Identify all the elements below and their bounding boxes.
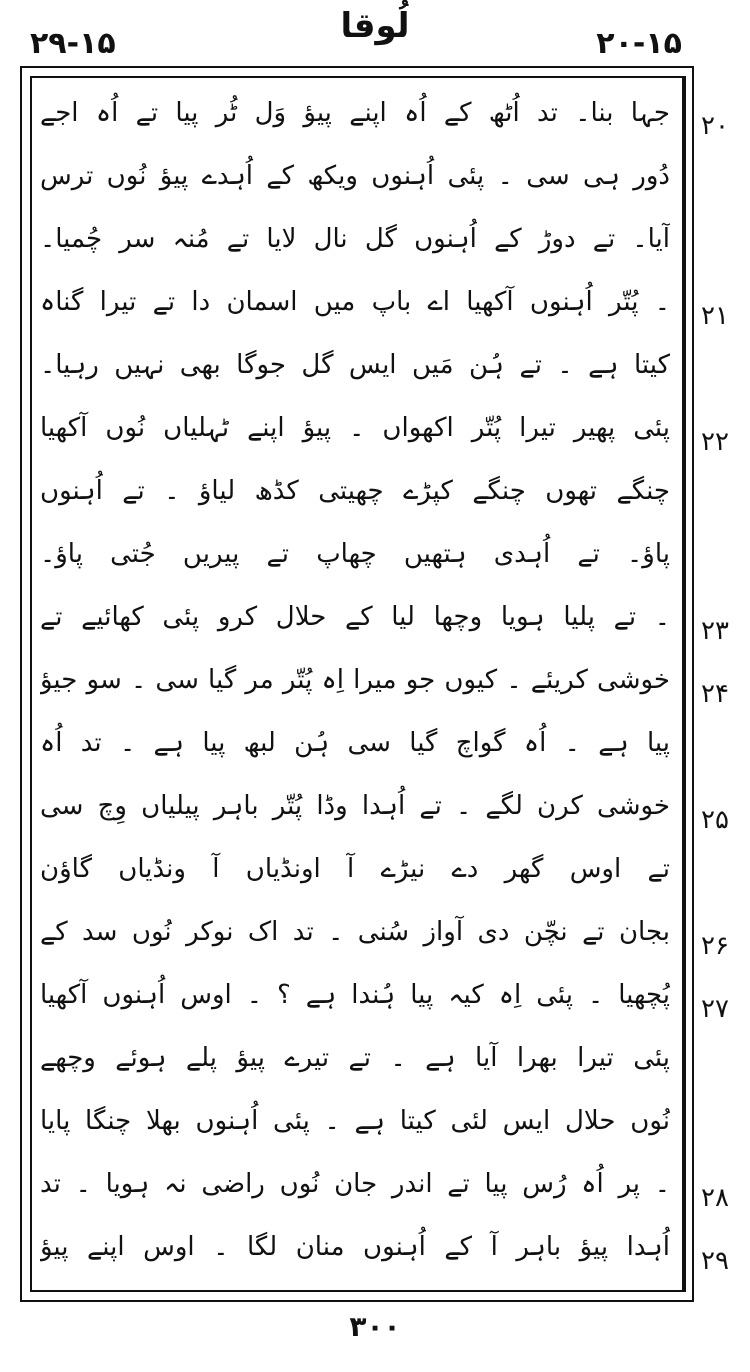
verse-number: ۲۴	[701, 679, 729, 709]
page-header	[0, 0, 750, 72]
text-line: بجان تے نچّن دی آواز سُنی ۔ تد اک نوکر نُوں سد کے	[40, 917, 670, 947]
text-line: خوشی کریئے ۔ کیوں جو میرا اِہ پُتّر مر گیا سی ۔ سو جیؤ	[40, 665, 670, 695]
verse-number: ۲۰	[701, 111, 729, 141]
text-line: ۔ پُتّر اُہنوں آکھیا اے باپ میں اسمان دا تے تیرا گناہ	[40, 287, 670, 317]
verse-number: ۲۷	[701, 994, 729, 1024]
verse-range-right: ۲۰-۱۵	[596, 26, 682, 61]
text-line: تے اوس گھر دے نیڑے آ اونڈیاں آ ونڈیاں گاؤن	[40, 854, 670, 884]
text-line: دُور ہی سی ۔ پئی اُہنوں ویکھ کے اُہدے پیؤ نُوں ترس	[40, 161, 670, 191]
text-line: کیتا ہے ۔ تے ہُن مَیں ایس گل جوگا بھی نہیں رہیا۔	[40, 350, 670, 380]
text-line: ۔ پر اُہ رُس پیا تے اندر جان نُوں راضی نہ ہویا ۔ تد	[40, 1169, 670, 1199]
text-line: پاؤ۔ تے اُہدی ہتھیں چھاپ تے پیریں جُتی پاؤ۔	[40, 539, 670, 569]
verse-number: ۲۶	[701, 931, 729, 961]
text-body	[40, 86, 670, 1286]
verse-range-left: ۲۹-۱۵	[30, 26, 116, 61]
verse-number: ۲۸	[701, 1183, 729, 1213]
text-line: پئی تیرا بھرا آیا ہے ۔ تے تیرے پیؤ پلے ہوئے وچھے	[40, 1043, 670, 1073]
text-line: پُچھیا ۔ پئی اِہ کیہ پیا ہُندا ہے ؟ ۔ اوس اُہنوں آکھیا	[40, 980, 670, 1010]
verse-number: ۲۱	[701, 301, 729, 331]
verse-number: ۲۲	[701, 427, 729, 457]
verse-number-rule	[684, 76, 686, 1292]
text-line: نُوں حلال ایس لئی کیتا ہے ۔ پئی اُہنوں بھلا چنگا پایا	[40, 1106, 670, 1136]
text-line: اُہدا پیؤ باہر آ کے اُہنوں منان لگا ۔ اوس اپنے پیؤ	[40, 1232, 670, 1262]
text-line: خوشی کرن لگے ۔ تے اُہدا وڈا پُتّر باہر پیلیاں وِچ سی	[40, 791, 670, 821]
text-line: ۔ تے پلیا ہویا وچھا لیا کے حلال کرو پئی کھائیے تے	[40, 602, 670, 632]
text-line: آیا۔ تے دوڑ کے اُہنوں گل نال لایا تے مُنہ سر چُمیا۔	[40, 224, 670, 254]
text-line: جہا بنا۔ تد اُٹھ کے اُہ اپنے پیؤ وَل ٹُر پیا تے اُہ اجے	[40, 98, 670, 128]
text-line: پئی پھیر تیرا پُتّر اکھواں ۔ پیؤ اپنے ٹہلیاں نُوں آکھیا	[40, 413, 670, 443]
book-title: لُوقا	[340, 6, 410, 46]
verse-number: ۲۳	[701, 616, 729, 646]
page-number: ۳۰۰	[349, 1310, 401, 1343]
verse-number: ۲۹	[701, 1246, 729, 1276]
verse-number: ۲۵	[701, 805, 729, 835]
text-line: چنگے تھوں چنگے کپڑے چھیتی کڈھ لیاؤ ۔ تے اُہنوں	[40, 476, 670, 506]
text-line: پیا ہے ۔ اُہ گواچ گیا سی ہُن لبھ پیا ہے ۔ تد اُہ	[40, 728, 670, 758]
